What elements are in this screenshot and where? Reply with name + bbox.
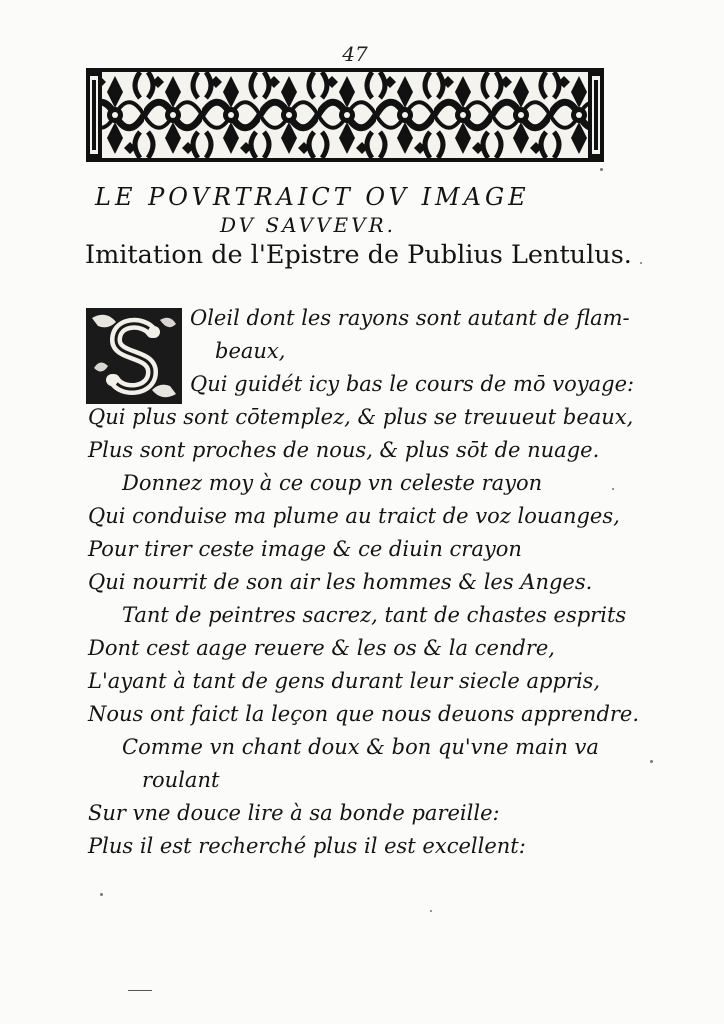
poem-line: Oleil dont les rayons sont autant de flam- [190,306,630,330]
page-number: 47 [342,42,368,66]
poem-line: Donnez moy à ce coup vn celeste rayon [122,471,543,495]
ink-speck [100,893,103,896]
poem-line: Qui guidét icy bas le cours de mō voyage: [190,372,635,396]
ink-speck [612,488,614,490]
poem-line: roulant [142,768,220,792]
poem-line: Comme vn chant doux & bon qu'vne main va [122,735,599,759]
poem-line: Nous ont faict la leçon que nous deuons apprendre. [88,702,640,726]
poem-line: L'ayant à tant de gens durant leur siecle appris, [88,669,601,693]
poem-line: Pour tirer ceste image & ce diuin crayon [88,537,522,561]
title-line-1: LE POVRTRAICT OV IMAGE [95,183,530,211]
subtitle: Imitation de l'Epistre de Publius Lentulus. [85,240,632,270]
ink-speck [640,262,642,264]
title-line-2: DV SAVVEVR. [220,213,396,237]
ink-mark [128,990,152,991]
poem-line: Dont cest aage reuere & les os & la cendre, [88,636,555,660]
poem-line: Qui nourrit de son air les hommes & les Anges. [88,570,593,594]
poem-line: Qui conduise ma plume au traict de voz louanges, [88,504,620,528]
poem-line: Sur vne douce lire à sa bonde pareille: [88,801,500,825]
poem-line: Tant de peintres sacrez, tant de chastes esprits [122,603,627,627]
poem-line: beaux, [215,339,286,363]
poem-line: Plus sont proches de nous, & plus sōt de nuage. [88,438,600,462]
ink-speck [650,760,653,763]
poem-line: Qui plus sont cōtemplez, & plus se treuueut beaux, [88,405,634,429]
ink-speck [600,168,603,171]
ornamental-headpiece-icon [86,68,604,162]
poem-line: Plus il est recherché plus il est excellent: [88,834,526,858]
ornamental-initial-icon [86,308,182,404]
ink-speck [430,910,432,912]
